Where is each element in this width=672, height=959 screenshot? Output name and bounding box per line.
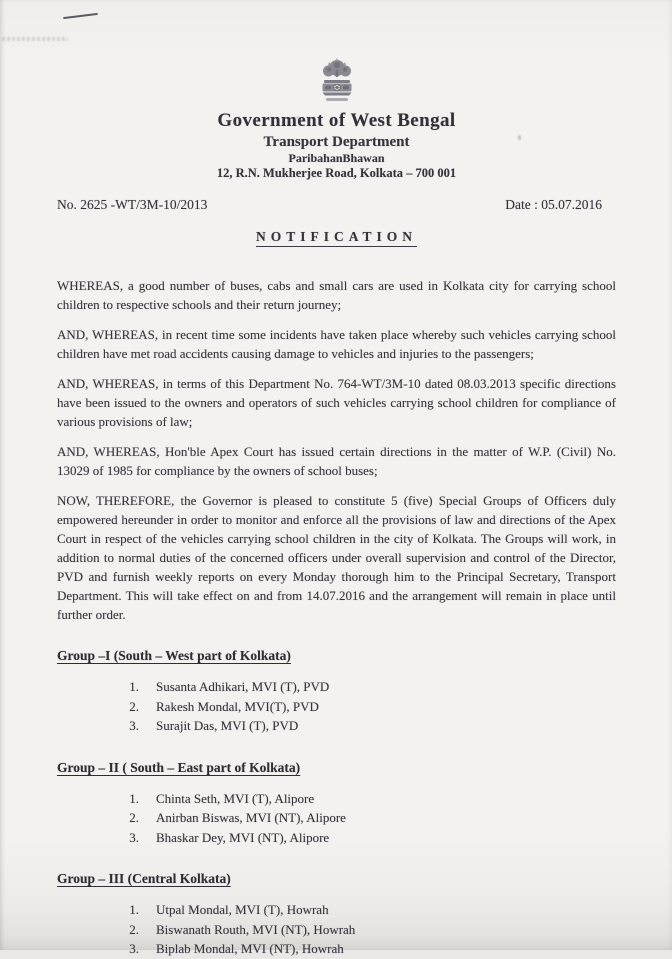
member-row: 2. Rakesh Mondal, MVI(T), PVD <box>115 697 616 717</box>
group-1-members <box>115 677 616 736</box>
member-row: 1. Susanta Adhikari, MVI (T), PVD <box>115 677 616 697</box>
scan-smudge-artifact <box>2 37 68 41</box>
member-name: Susanta Adhikari, MVI (T), PVD <box>156 679 330 694</box>
letterhead <box>57 0 616 180</box>
member-row: 3. Bhaskar Dey, MVI (NT), Alipore <box>115 828 616 848</box>
member-name: Bhaskar Dey, MVI (NT), Alipore <box>156 829 330 845</box>
group-2-members <box>115 789 616 848</box>
member-name: Anirban Biswas, MVI (NT), Alipore <box>156 810 346 825</box>
paragraph-whereas-2: AND, WHEREAS, in recent time some incidents have taken place whereby such vehicles carrying school children have met road accidents causing damage to vehicles and injuries to the passengers; <box>57 327 616 361</box>
group-1-section <box>57 648 616 736</box>
group-2-section <box>57 760 616 848</box>
member-name: Chinta Seth, MVI (T), Alipore <box>156 790 315 806</box>
member-row: 1. Utpal Mondal, MVI (T), Howrah <box>115 900 616 920</box>
memo-date: Date : 05.07.2016 <box>505 197 602 212</box>
notification-body <box>57 276 616 624</box>
paragraph-now-therefore: NOW, THEREFORE, the Governor is pleased to constitute 5 (five) Special Groups of Officers duly empowered hereunder in order to monitor and enforce all the provisions of law and directions of the Apex Court in respect of the vehicles carrying school children in the city of Kolkata. The Groups will work, in addition to normal duties of the concerned officers under overall supervision and control of the Director, PVD and furnish weekly reports on every Monday thorough him to the Principal Secretary, Transport Department. This will take effect on and from 14.07.2016 and the arrangement will remain in place until further order. <box>57 493 616 622</box>
national-emblem-icon <box>316 56 358 106</box>
member-name: Utpal Mondal, MVI (T), Howrah <box>156 902 329 917</box>
member-name: Biswanath Routh, MVI (NT), Howrah <box>156 921 356 937</box>
member-name: Biplab Mondal, MVI (NT), Howrah <box>156 941 344 956</box>
member-row: 2. Anirban Biswas, MVI (NT), Alipore <box>115 808 616 828</box>
scan-fleck <box>518 135 521 140</box>
member-name: Surajit Das, MVI (T), PVD <box>156 718 299 733</box>
office-address: 12, R.N. Mukherjee Road, Kolkata – 700 001 <box>216 166 457 180</box>
member-row: 3. Biplab Mondal, MVI (NT), Howrah <box>115 939 616 959</box>
member-row: 3. Surajit Das, MVI (T), PVD <box>115 716 616 736</box>
org-name: Government of West Bengal <box>217 110 456 131</box>
memo-number: No. 2625 -WT/3M-10/2013 <box>57 197 208 212</box>
document-title: NOTIFICATION <box>57 228 616 246</box>
member-row: 2. Biswanath Routh, MVI (NT), Howrah <box>115 920 616 940</box>
building-name: ParibahanBhawan <box>288 151 385 165</box>
department-name: Transport Department <box>263 134 410 150</box>
group-2-heading: Group – II ( South – East part of Kolkata) <box>57 759 301 775</box>
member-row: 1. Chinta Seth, MVI (T), Alipore <box>115 789 616 809</box>
group-3-section <box>57 871 616 959</box>
member-name: Rakesh Mondal, MVI(T), PVD <box>156 698 319 714</box>
paragraph-whereas-3: AND, WHEREAS, in terms of this Department No. 764-WT/3M-10 dated 08.03.2013 specific directions have been issued to the owners and operators of such vehicles carrying school children for compliance of various provisions of law; <box>57 376 616 429</box>
reference-row <box>57 197 616 213</box>
group-3-heading: Group – III (Central Kolkata) <box>57 871 231 886</box>
paragraph-whereas-4: AND, WHEREAS, Hon'ble Apex Court has issued certain directions in the matter of W.P. (Civil) No. 13029 of 1985 for compliance by the owners of school buses; <box>57 444 616 478</box>
paragraph-whereas-1: WHEREAS, a good number of buses, cabs and small cars are used in Kolkata city for carrying school children to respective schools and their return journey; <box>57 278 616 312</box>
group-1-heading: Group –I (South – West part of Kolkata) <box>57 648 291 663</box>
scan-fleck <box>296 116 299 119</box>
